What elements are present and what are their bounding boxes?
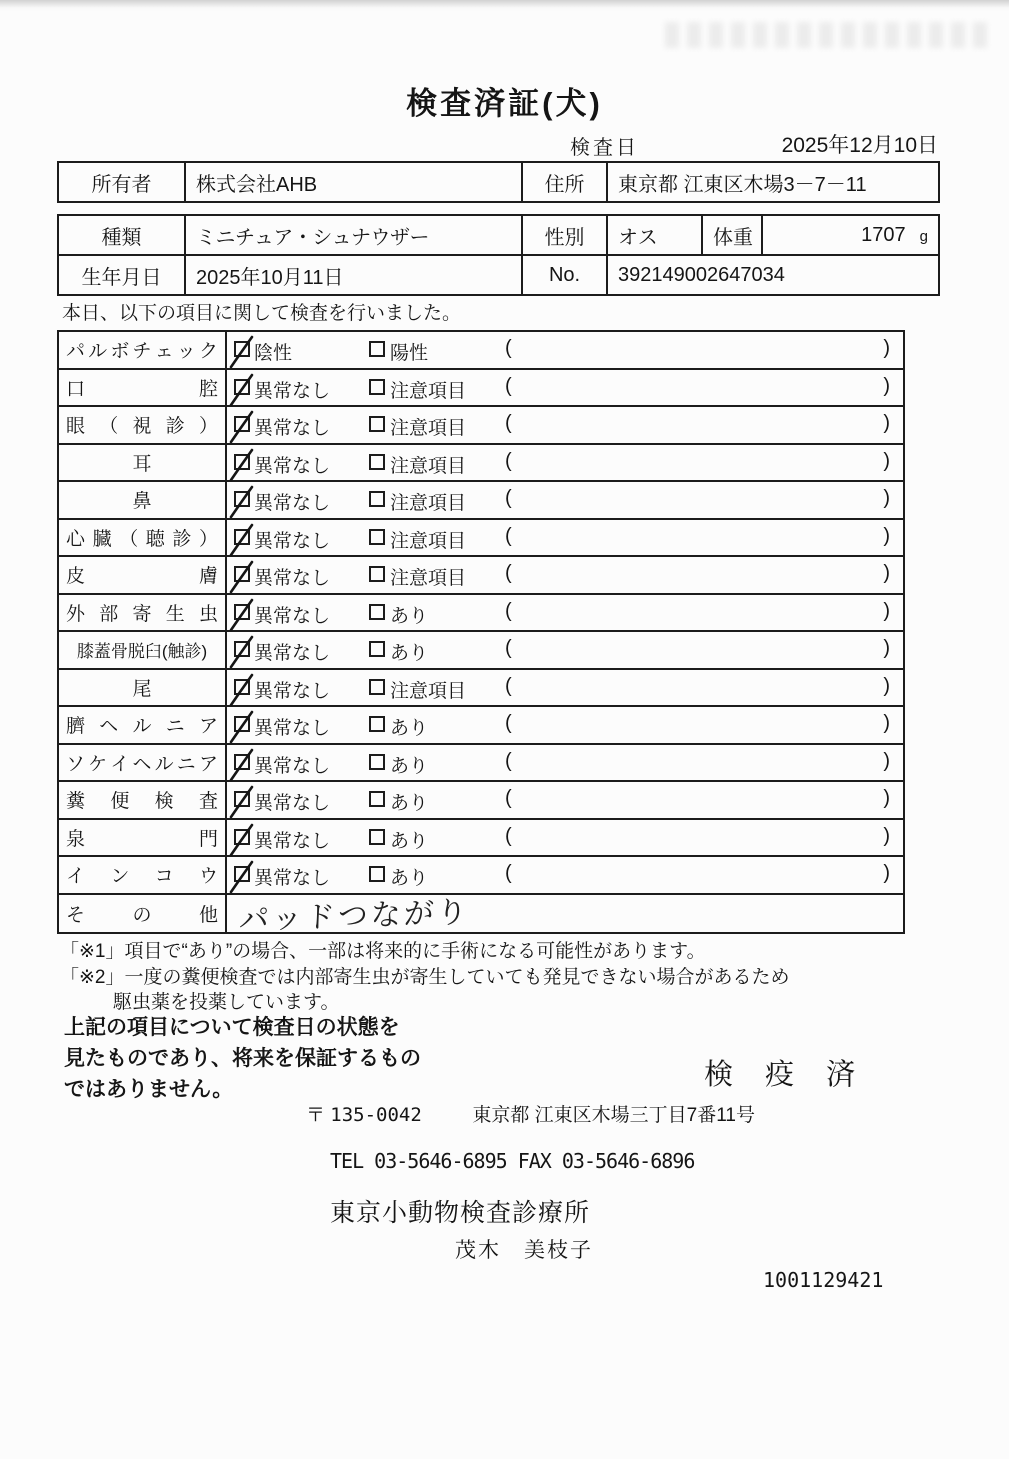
sex-value: オス — [607, 215, 702, 255]
option-label: あり — [390, 643, 429, 664]
paren-close: ) — [883, 637, 890, 659]
checkbox-checked-icon — [234, 604, 250, 620]
row-content — [227, 820, 903, 856]
option-label: 異常なし — [254, 455, 331, 477]
option-label: 注意項目 — [390, 493, 467, 514]
weight-unit: g — [919, 227, 928, 245]
row-label-char: ニ — [165, 716, 185, 738]
option-label: 異常なし — [254, 530, 331, 552]
option-label: 異常なし — [254, 868, 331, 889]
disclaimer-line-2: 見たものであり、将来を保証するもの — [64, 1047, 421, 1070]
checkbox-checked-icon — [234, 866, 250, 882]
row-label — [59, 370, 227, 406]
option-label: 異常なし — [254, 755, 331, 777]
row-label-char: 他 — [198, 904, 218, 926]
row-content — [227, 407, 903, 443]
row-label-char: ヘ — [99, 716, 119, 738]
row-label-char: イ — [66, 866, 86, 888]
footer-address-line — [306, 1100, 755, 1127]
paren-open: ( — [505, 824, 512, 847]
row-label-char: （ — [119, 528, 139, 550]
row-label-char: ） — [198, 528, 218, 550]
paren-open: ( — [505, 487, 512, 509]
table-row — [59, 707, 903, 745]
weight-value — [762, 215, 939, 255]
row-label-char: 便 — [110, 791, 130, 813]
row-label: 鼻 — [59, 482, 227, 518]
serial-number: 1001129421 — [763, 1268, 884, 1292]
no-label: No. — [522, 255, 607, 295]
checkbox-checked-icon — [234, 416, 250, 432]
paren-close: ) — [883, 449, 890, 472]
option-label: あり — [390, 605, 429, 627]
disclaimer-line-1: 上記の項目について検査日の状態を — [64, 1016, 400, 1039]
row-content — [227, 557, 903, 593]
checkbox-unchecked-icon — [369, 566, 385, 582]
row-label-char: ヘ — [132, 753, 152, 775]
document-title: 検査済証(犬) — [406, 86, 603, 121]
scan-artifact-smudge — [665, 22, 995, 48]
option-label: 注意項目 — [390, 568, 467, 589]
checkbox-checked-icon — [234, 454, 250, 470]
inspection-date-value: 2025年12月10日 — [781, 134, 938, 157]
row-content — [227, 670, 903, 706]
row-label-char: パ — [66, 341, 86, 363]
pet-row-2 — [58, 255, 939, 295]
paren-close: ) — [883, 824, 890, 847]
table-row — [59, 520, 903, 558]
row-label-char: 口 — [66, 378, 86, 400]
checkbox-unchecked-icon — [369, 754, 385, 770]
option-label: 異常なし — [254, 680, 331, 702]
checkbox-unchecked-icon — [369, 341, 385, 357]
row-content — [227, 482, 903, 518]
row-content — [227, 745, 903, 781]
table-row — [59, 632, 903, 670]
row-label-char: ケ — [88, 753, 108, 775]
paren-open: ( — [505, 412, 512, 434]
row-content — [227, 445, 903, 481]
row-label — [59, 595, 227, 631]
row-label-char: ル — [154, 753, 174, 775]
checkbox-unchecked-icon — [369, 604, 385, 620]
checkbox-checked-icon — [234, 754, 250, 770]
quarantine-stamp: 検 疫 済 — [704, 1059, 868, 1091]
row-label-char: 臓 — [92, 528, 112, 550]
disclaimer-line-3: ではありません。 — [64, 1078, 234, 1101]
footnote-2-cont: 駆虫薬を投薬しています。 — [113, 992, 340, 1013]
birth-label: 生年月日 — [58, 255, 185, 295]
option-label: 異常なし — [254, 493, 331, 514]
paren-open: ( — [505, 599, 512, 622]
checkbox-checked-icon — [234, 529, 250, 545]
handwritten-note: パッドつながり — [238, 894, 471, 938]
row-label-char: ソ — [66, 753, 86, 775]
postal-mark: 〒 — [306, 1105, 326, 1126]
checkbox-unchecked-icon — [369, 866, 385, 882]
row-label-char: 聴 — [145, 528, 165, 550]
row-label — [59, 557, 227, 593]
option-label: 注意項目 — [390, 380, 467, 402]
breed-label: 種類 — [58, 215, 185, 255]
footer-address: 東京都 江東区木場三丁目7番11号 — [472, 1105, 755, 1126]
checkbox-unchecked-icon — [369, 641, 385, 657]
option-label: 陽性 — [390, 343, 429, 364]
table-row — [59, 820, 903, 858]
row-label — [59, 857, 227, 893]
option-label: 異常なし — [254, 718, 331, 739]
paren-close: ) — [883, 862, 890, 884]
row-label-char: 膚 — [198, 566, 218, 588]
checkbox-unchecked-icon — [369, 529, 385, 545]
owner-value: 株式会社AHB — [185, 162, 522, 202]
row-content — [227, 857, 903, 893]
row-label-char: 生 — [165, 603, 185, 625]
table-row — [59, 482, 903, 520]
checkbox-checked-icon — [234, 641, 250, 657]
row-label-char: （ — [99, 416, 119, 438]
checkbox-checked-icon — [234, 341, 250, 357]
option-label: 異常なし — [254, 830, 331, 852]
option-label: 異常なし — [254, 793, 331, 814]
checkbox-checked-icon — [234, 379, 250, 395]
row-label-char: 診 — [172, 528, 192, 550]
paren-open: ( — [505, 749, 512, 772]
row-label-char: 査 — [198, 791, 218, 813]
row-label — [59, 745, 227, 781]
table-row — [59, 595, 903, 633]
row-label: 耳 — [59, 445, 227, 481]
weight-label: 体重 — [702, 215, 762, 255]
row-label-char: コ — [154, 866, 174, 888]
table-row — [59, 857, 903, 895]
paren-open: ( — [505, 637, 512, 659]
row-label — [59, 782, 227, 818]
scan-artifact-top — [0, 0, 1009, 12]
row-label-char: 診 — [165, 416, 185, 438]
row-label-char: ニ — [176, 753, 196, 775]
inspection-date-label: 検査日 — [570, 137, 639, 159]
row-label-char: 虫 — [198, 603, 218, 625]
row-label: 膝蓋骨脱臼(触診) — [59, 632, 227, 668]
row-label-char: 臍 — [66, 716, 86, 738]
row-content — [227, 632, 903, 668]
table-row — [59, 407, 903, 445]
checkbox-checked-icon — [234, 791, 250, 807]
row-label-char: 皮 — [66, 566, 86, 588]
row-label: 尾 — [59, 670, 227, 706]
paren-open: ( — [505, 524, 512, 547]
row-label-char: 視 — [132, 416, 152, 438]
breed-value: ミニチュア・シュナウザー — [185, 215, 522, 255]
option-label: 注意項目 — [390, 680, 467, 702]
address-value: 東京都 江東区木場3－7－11 — [607, 162, 939, 202]
row-label-char: 泉 — [66, 828, 86, 850]
row-label-char: ウ — [198, 866, 218, 888]
table-row — [59, 670, 903, 708]
checkbox-unchecked-icon — [369, 379, 385, 395]
row-label-char: ッ — [176, 341, 196, 363]
row-label-char: 腔 — [198, 378, 218, 400]
paren-open: ( — [505, 674, 512, 697]
signer-name: 茂木 美枝子 — [455, 1239, 593, 1262]
paren-close: ) — [883, 599, 890, 622]
sex-label: 性別 — [522, 215, 607, 255]
paren-close: ) — [883, 412, 890, 434]
option-label: あり — [390, 868, 429, 889]
table-row-other — [59, 894, 903, 938]
table-row — [59, 782, 903, 820]
row-label-char: ） — [198, 416, 218, 438]
row-content — [227, 332, 903, 368]
row-label-char: 寄 — [132, 603, 152, 625]
row-label-char: ェ — [154, 341, 174, 363]
row-label-char: 糞 — [66, 791, 86, 813]
option-label: 異常なし — [254, 380, 331, 402]
checkbox-unchecked-icon — [369, 679, 385, 695]
checklist-table — [57, 330, 905, 938]
row-label — [59, 520, 227, 556]
option-label: あり — [390, 755, 429, 777]
option-label: あり — [390, 830, 429, 852]
row-label-char: イ — [110, 753, 130, 775]
address-label: 住所 — [522, 162, 607, 202]
row-label-char: ル — [132, 716, 152, 738]
checkbox-unchecked-icon — [369, 716, 385, 732]
paren-close: ) — [883, 524, 890, 547]
checkbox-checked-icon — [234, 679, 250, 695]
tel-fax-line: TEL 03-5646-6895 FAX 03-5646-6896 — [330, 1149, 695, 1173]
weight-number: 1707 — [861, 223, 906, 246]
pet-row-1 — [58, 215, 939, 255]
checkbox-checked-icon — [234, 491, 250, 507]
row-label — [59, 707, 227, 743]
row-label — [59, 332, 227, 368]
row-label — [59, 820, 227, 856]
birth-value: 2025年10月11日 — [185, 255, 522, 295]
paren-open: ( — [505, 562, 512, 584]
row-label-char: 眼 — [66, 416, 86, 438]
footnote-2: 「※2」一度の糞便検査では内部寄生虫が寄生していても発見できない場合があるため — [60, 967, 790, 988]
option-label: 異常なし — [254, 418, 331, 439]
option-label: 異常なし — [254, 643, 331, 664]
row-content — [227, 595, 903, 631]
row-label-char: 心 — [66, 528, 86, 550]
owner-row — [58, 162, 939, 202]
table-row — [59, 745, 903, 783]
option-label: 注意項目 — [390, 455, 467, 477]
paren-close: ) — [883, 374, 890, 397]
paren-close: ) — [883, 787, 890, 809]
row-label-char: 門 — [198, 828, 218, 850]
row-content — [227, 520, 903, 556]
row-content — [227, 370, 903, 406]
paren-open: ( — [505, 449, 512, 472]
paren-open: ( — [505, 712, 512, 734]
checkbox-checked-icon — [234, 716, 250, 732]
option-label: あり — [390, 718, 429, 739]
checkbox-unchecked-icon — [369, 416, 385, 432]
row-content — [227, 707, 903, 743]
checkbox-checked-icon — [234, 829, 250, 845]
paren-close: ) — [883, 749, 890, 772]
clinic-name: 東京小動物検査診療所 — [330, 1199, 591, 1227]
owner-label: 所有者 — [58, 162, 185, 202]
checkbox-unchecked-icon — [369, 454, 385, 470]
statement-text: 本日、以下の項目に関して検査を行いました。 — [62, 303, 462, 324]
option-label: 異常なし — [254, 568, 331, 589]
row-label-char: の — [132, 904, 152, 926]
paren-close: ) — [883, 674, 890, 697]
no-value: 392149002647034 — [607, 255, 939, 295]
row-label-char: ア — [198, 753, 218, 775]
row-label-char: ア — [198, 716, 218, 738]
row-label-char: 外 — [66, 603, 86, 625]
checkbox-unchecked-icon — [369, 791, 385, 807]
option-label: 注意項目 — [390, 530, 467, 552]
paren-open: ( — [505, 862, 512, 884]
checkbox-unchecked-icon — [369, 829, 385, 845]
row-label-char: ル — [88, 341, 108, 363]
option-label: 注意項目 — [390, 418, 467, 439]
footnote-1: 「※1」項目で“あり”の場合、一部は将来的に手術になる可能性があります。 — [60, 941, 706, 962]
table-row — [59, 370, 903, 408]
paren-close: ) — [883, 562, 890, 584]
table-row — [59, 557, 903, 595]
row-label-char: ボ — [110, 341, 130, 363]
paren-close: ) — [883, 712, 890, 734]
row-label-char: ク — [198, 341, 218, 363]
option-label: 陰性 — [254, 343, 293, 364]
owner-table — [57, 161, 940, 203]
disclaimer-text — [64, 1012, 421, 1105]
row-label — [59, 895, 227, 933]
checkbox-checked-icon — [234, 566, 250, 582]
row-label-char: そ — [66, 904, 86, 926]
paren-open: ( — [505, 787, 512, 809]
option-label: あり — [390, 793, 429, 814]
paren-open: ( — [505, 374, 512, 397]
row-content — [227, 894, 903, 938]
paren-open: ( — [505, 337, 512, 359]
table-row — [59, 445, 903, 483]
checkbox-unchecked-icon — [369, 491, 385, 507]
row-label-char: チ — [132, 341, 152, 363]
option-label: 異常なし — [254, 605, 331, 627]
row-label-char: 検 — [154, 791, 174, 813]
paren-close: ) — [883, 487, 890, 509]
row-label-char: 部 — [99, 603, 119, 625]
row-label-char: ン — [110, 866, 130, 888]
row-content — [227, 782, 903, 818]
row-label — [59, 407, 227, 443]
pet-table — [57, 214, 940, 296]
paren-close: ) — [883, 337, 890, 359]
postal-code: 135-0042 — [330, 1104, 422, 1126]
table-row — [59, 332, 903, 370]
